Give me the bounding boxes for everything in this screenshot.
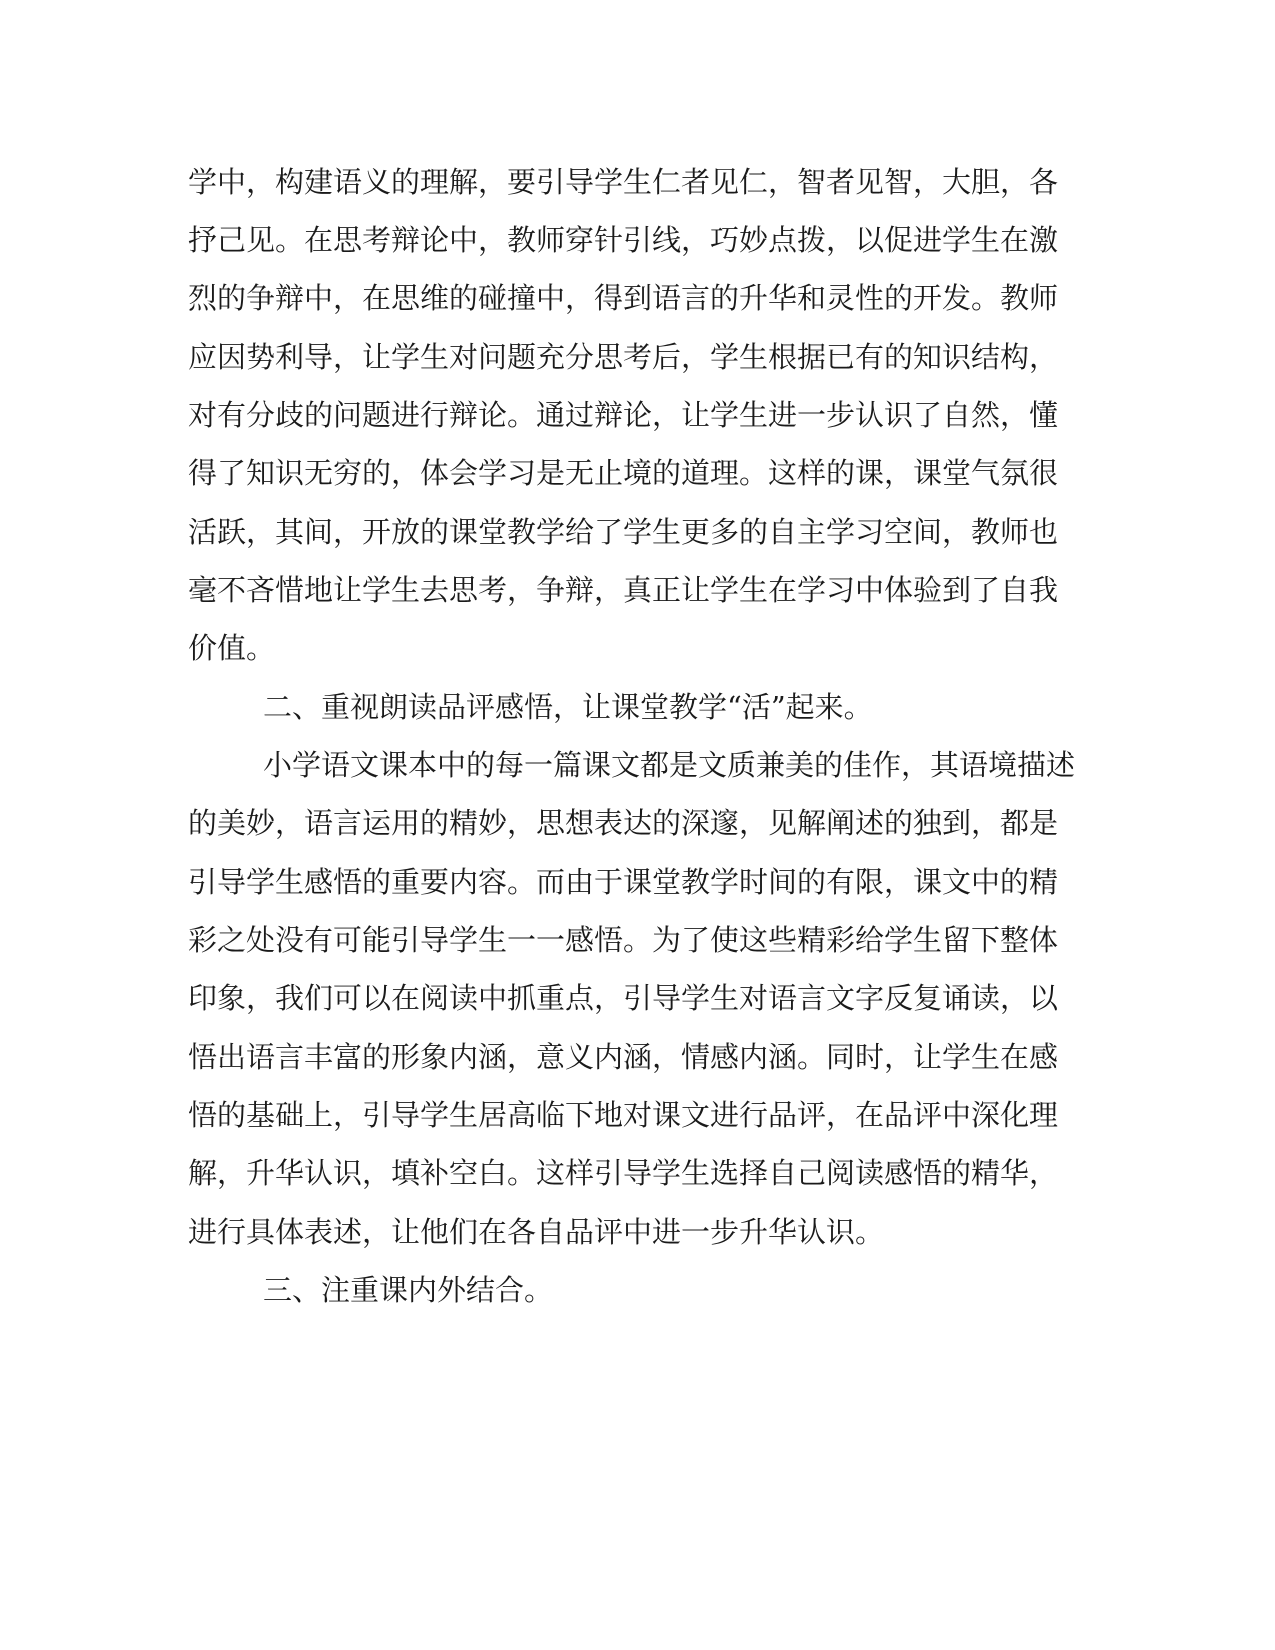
paragraph-line: 悟出语言丰富的形象内涵，意义内涵，情感内涵。同时，让学生在感 [188,1040,1059,1074]
paragraph-line: 进行具体表述，让他们在各自品评中进一步升华认识。 [188,1215,885,1249]
paragraph-line: 引导学生感悟的重要内容。而由于课堂教学时间的有限，课文中的精 [188,865,1059,899]
paragraph-line: 得了知识无穷的，体会学习是无止境的道理。这样的课，课堂气氛很 [188,456,1059,490]
paragraph-line: 印象，我们可以在阅读中抓重点，引导学生对语言文字反复诵读，以 [188,981,1059,1015]
paragraph-line: 对有分歧的问题进行辩论。通过辩论，让学生进一步认识了自然，懂 [188,398,1059,432]
section-heading-2: 二、重视朗读品评感悟，让课堂教学“活”起来。 [263,690,873,724]
section-heading-3: 三、注重课内外结合。 [263,1273,554,1307]
paragraph-line: 小学语文课本中的每一篇课文都是文质兼美的佳作，其语境描述 [263,748,1076,782]
paragraph-line: 价值。 [188,631,276,665]
paragraph-line: 的美妙，语言运用的精妙，思想表达的深邃，见解阐述的独到，都是 [188,806,1059,840]
paragraph-line: 解，升华认识，填补空白。这样引导学生选择自己阅读感悟的精华， [188,1156,1059,1190]
paragraph-line: 应因势利导，让学生对问题充分思考后，学生根据已有的知识结构， [188,340,1059,374]
paragraph-line: 烈的争辩中，在思维的碰撞中，得到语言的升华和灵性的开发。教师 [188,281,1059,315]
paragraph-line: 毫不吝惜地让学生去思考，争辩，真正让学生在学习中体验到了自我 [188,573,1059,607]
paragraph-line: 活跃，其间，开放的课堂教学给了学生更多的自主学习空间，教师也 [188,515,1059,549]
paragraph-line: 悟的基础上，引导学生居高临下地对课文进行品评，在品评中深化理 [188,1098,1059,1132]
paragraph-line: 抒己见。在思考辩论中，教师穿针引线，巧妙点拨，以促进学生在激 [188,223,1059,257]
paragraph-line: 彩之处没有可能引导学生一一感悟。为了使这些精彩给学生留下整体 [188,923,1059,957]
paragraph-line: 学中，构建语义的理解，要引导学生仁者见仁，智者见智，大胆，各 [188,165,1059,199]
